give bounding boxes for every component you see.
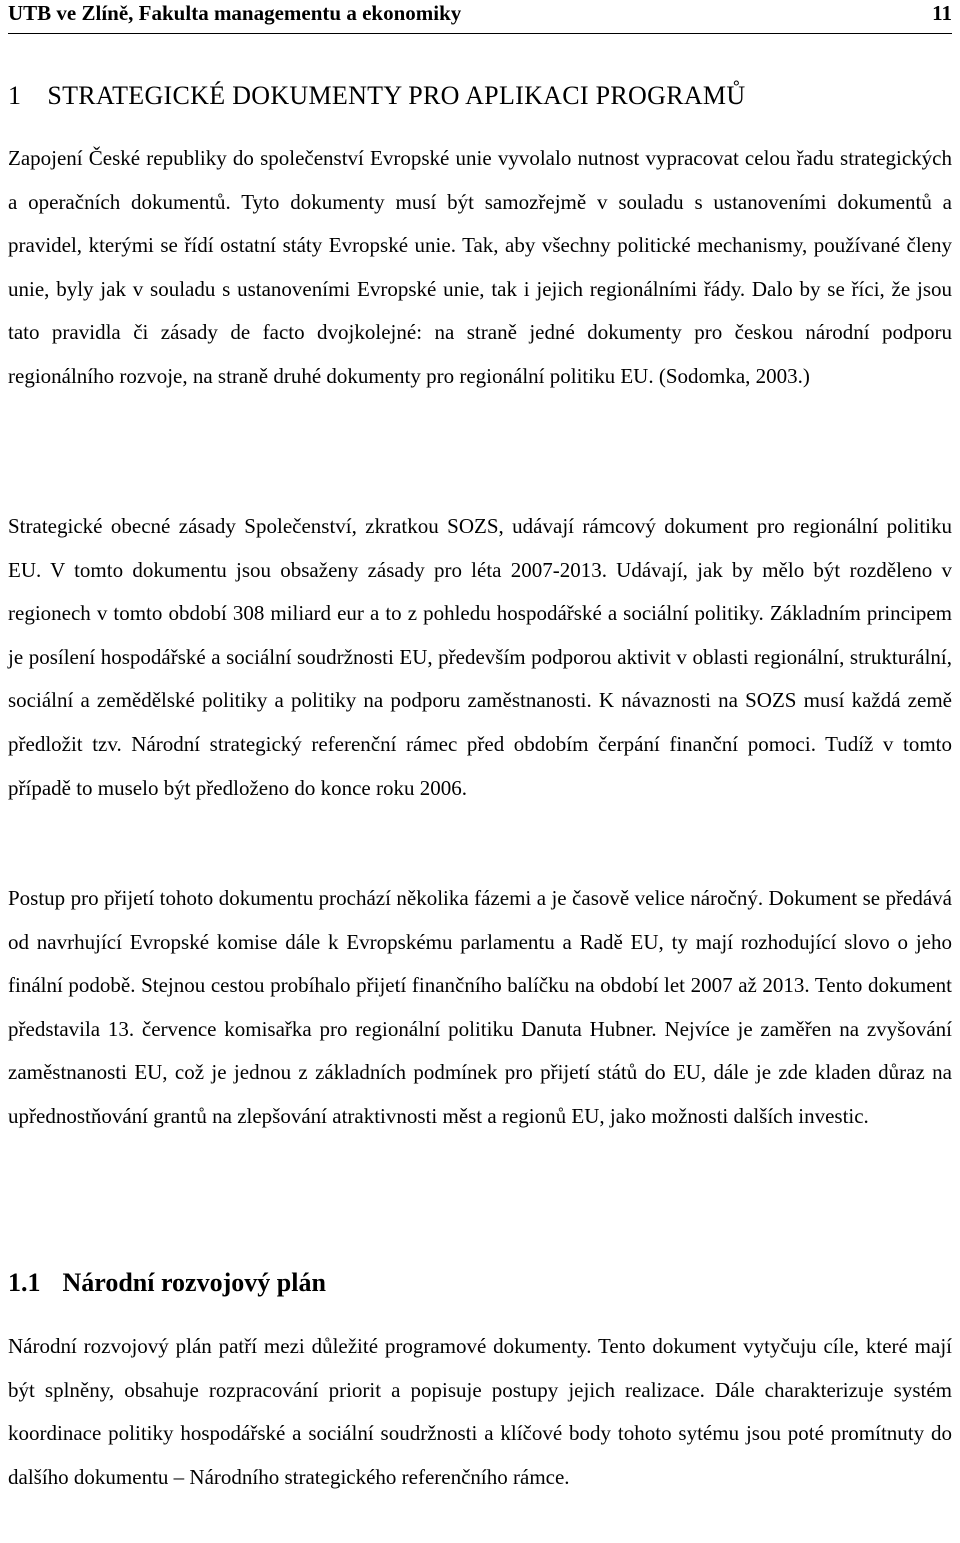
header-divider [8, 33, 952, 34]
section-heading [8, 1267, 326, 1299]
chapter-heading [8, 80, 745, 112]
paragraph-1: Zapojení České republiky do společenství Evropské unie vyvolalo nutnost vypracovat celou řadu strategických a operačních dokumentů. Tyto dokumenty musí být samozřejmě v souladu s ustanoveními dokumentů a pravidel, kterými se řídí ostatní státy Evropské unie. Tak, aby všechny politické mechanismy, používané členy unie, byly jak v souladu s ustanoveními Evropské unie, tak i jejich regionálními řády. Dalo by se říci, že jsou tato pravidla či zásady de facto dvojkolejné: na straně jedné dokumenty pro českou národní podporu regionálního rozvoje, na straně druhé dokumenty pro regionální politiku EU. (Sodomka, 2003.) [8, 146, 952, 388]
section-paragraph-1: Národní rozvojový plán patří mezi důležité programové dokumenty. Tento dokument vytyčuju cíle, které mají být splněny, obsahuje rozpracování priorit a popisuje postupy jejich realizace. Dále charakterizuje systém koordinace politiky hospodářské a sociální soudržnosti a klíčové body tohoto sytému jsou poté promítnuty do dalšího dokumentu – Národního strategického referenčního rámce. [8, 1334, 952, 1489]
paragraph-2: Strategické obecné zásady Společenství, zkratkou SOZS, udávají rámcový dokument pro regionální politiku EU. V tomto dokumentu jsou obsaženy zásady pro léta 2007-2013. Udávají, jak by mělo být rozděleno v regionech v tomto období 308 miliard eur a to z pohledu hospodářské a sociální politiky. Základním principem je posílení hospodářské a sociální soudržnosti EU, především podporou aktivit v oblasti regionální, strukturální, sociální a zemědělské politiky a politiky na podporu zaměstnanosti. K návaznosti na SOZS musí každá země předložit tzv. Národní strategický referenční rámec před obdobím čerpání finanční pomoci. Tudíž v tomto případě to muselo být předloženo do konce roku 2006. [8, 514, 952, 800]
header-page-number: 11 [932, 1, 952, 25]
section-number: 1.1 [8, 1268, 41, 1297]
running-header [8, 0, 952, 27]
paragraph-3: Postup pro přijetí tohoto dokumentu prochází několika fázemi a je časově velice náročný. Dokument se předává od navrhující Evropské komise dále k Evropskému parlamentu a Radě EU, ty mají rozhodující slovo o jeho finální podobě. Stejnou cestou probíhalo přijetí finančního balíčku na období let 2007 až 2013. Tento dokument představila 13. července komisařka pro regionální politiku Danuta Hubner. Nejvíce je zaměřen na zvyšování zaměstnanosti EU, což je jednou z základních podmínek pro přijetí států do EU, dále je zde kladen důraz na upřednostňování grantů na zlepšování atraktivnosti měst a regionů EU, jako možnosti dalších investic. [8, 886, 952, 1128]
chapter-title: STRATEGICKÉ DOKUMENTY PRO APLIKACI PROGRAMŮ [47, 81, 746, 110]
header-institution: UTB ve Zlíně, Fakulta managementu a ekonomiky [8, 1, 462, 25]
section-title: Národní rozvojový plán [62, 1268, 326, 1297]
chapter-number: 1 [8, 81, 22, 110]
